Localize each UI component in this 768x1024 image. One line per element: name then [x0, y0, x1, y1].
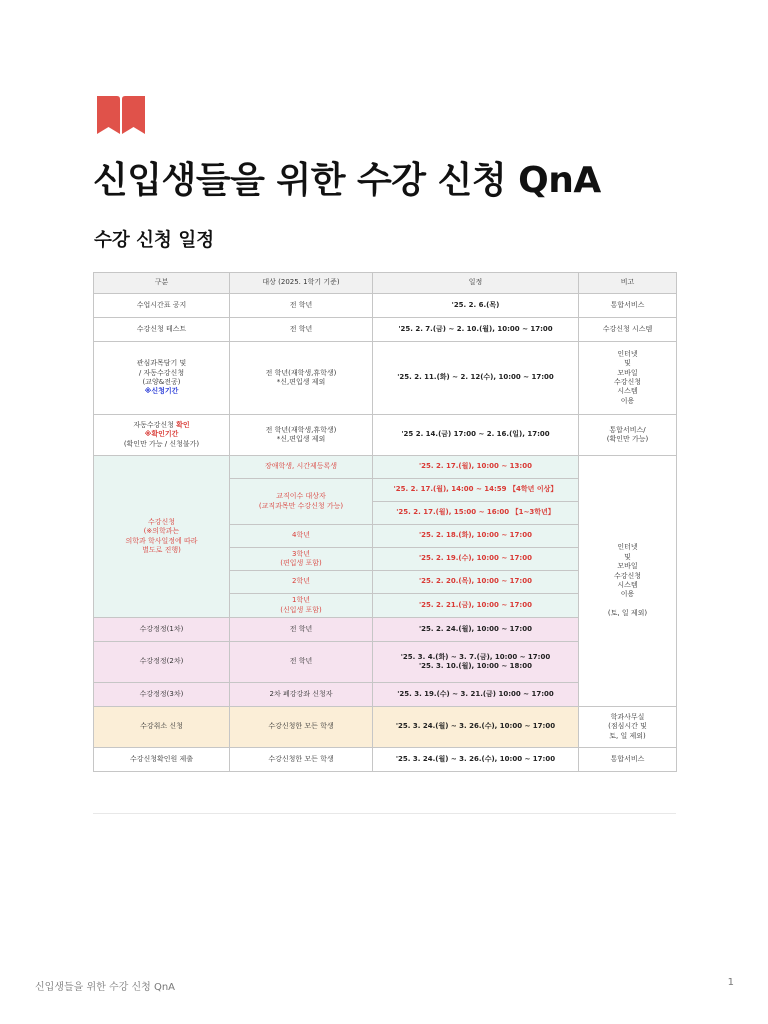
target-cell: 전 학년 — [230, 642, 373, 683]
table-row — [94, 342, 677, 415]
header-note: 비고 — [579, 273, 677, 294]
schedule-cell: '25 2. 14.(금) 17:00 ~ 2. 16.(일), 17:00 — [373, 415, 579, 456]
target-cell — [230, 342, 373, 415]
target-cell — [230, 548, 373, 571]
target-line: *신,편입생 제외 — [276, 435, 326, 443]
target-line: 전 학년(재학생,휴학생) — [265, 425, 337, 434]
table-row — [94, 456, 677, 479]
target-cell: 전 학년 — [230, 618, 373, 642]
section-divider — [93, 813, 676, 814]
category-line: (교양&전공) — [142, 378, 181, 386]
note-line: 이용 — [620, 590, 635, 599]
schedule-cell: '25. 2. 17.(월), 10:00 ~ 13:00 — [373, 456, 579, 479]
note-cell — [579, 415, 677, 456]
target-line: (신입생 포함) — [280, 605, 322, 614]
note-line: 통합서비스/ — [609, 425, 646, 434]
category-cell: 수강정정(2차) — [94, 642, 230, 683]
target-cell: 전 학년 — [230, 318, 373, 342]
category-cell: 수강정정(3차) — [94, 683, 230, 707]
category-line: 의학과 학사일정에 따라 — [125, 536, 198, 545]
target-cell — [230, 415, 373, 456]
note-line: 토, 일 제외) — [609, 731, 646, 740]
note-line: 시스템 — [617, 387, 638, 396]
table-row — [94, 707, 677, 748]
note-cell: 수강신청 시스템 — [579, 318, 677, 342]
category-line: / 자동수강신청 — [138, 368, 185, 377]
category-emphasis: 확인 — [176, 420, 190, 429]
schedule-cell: '25. 2. 18.(화), 10:00 ~ 17:00 — [373, 525, 579, 548]
section-title: 수강 신청 일정 — [94, 230, 215, 251]
confirm-period-flag: ※확인기간 — [144, 430, 179, 439]
table-row — [94, 415, 677, 456]
table-header-row — [94, 273, 677, 294]
schedule-cell: '25. 3. 19.(수) ~ 3. 21.(금) 10:00 ~ 17:00 — [373, 683, 579, 707]
category-cell: 수강취소 신청 — [94, 707, 230, 748]
schedule-table — [93, 272, 677, 772]
schedule-cell: '25. 2. 17.(월), 14:00 ~ 14:59 【4학년 이상】 — [373, 479, 579, 502]
note-line: 시스템 — [617, 581, 638, 589]
footer-title: 신입생들을 위한 수강 신청 QnA — [35, 982, 176, 993]
category-cell: 수업시간표 공지 — [94, 294, 230, 318]
schedule-cell: '25. 2. 24.(월), 10:00 ~ 17:00 — [373, 618, 579, 642]
schedule-line: '25. 3. 10.(월), 10:00 ~ 18:00 — [419, 662, 532, 670]
page-number: 1 — [727, 977, 734, 988]
note-cell — [579, 456, 677, 707]
schedule-line: '25. 3. 4.(화) ~ 3. 7.(금), 10:00 ~ 17:00 — [400, 652, 551, 661]
note-line: 모바일 — [617, 368, 638, 377]
target-line: (편입생 포함) — [280, 559, 322, 567]
note-line: 인터넷 — [617, 543, 638, 552]
target-cell: 2학년 — [230, 571, 373, 594]
category-cell: 수강신청확인원 제출 — [94, 748, 230, 772]
category-line: 수강신청 — [147, 517, 176, 526]
schedule-cell: '25. 2. 7.(금) ~ 2. 10.(월), 10:00 ~ 17:00 — [373, 318, 579, 342]
note-cell: 통합서비스 — [579, 748, 677, 772]
target-cell: 4학년 — [230, 525, 373, 548]
application-period-flag: ※신청기간 — [144, 387, 179, 396]
note-line: 모바일 — [617, 562, 638, 571]
book-icon — [97, 96, 145, 134]
category-cell: 수강신청 테스트 — [94, 318, 230, 342]
note-line: 인터넷 — [617, 349, 638, 358]
target-line: 전 학년(재학생,휴학생) — [265, 368, 337, 377]
note-line: (점심시간 및 — [608, 722, 647, 731]
target-cell: 수강신청한 모든 학생 — [230, 748, 373, 772]
category-cell — [94, 456, 230, 618]
table-row — [94, 748, 677, 772]
header-schedule: 일정 — [373, 273, 579, 294]
header-category: 구분 — [94, 273, 230, 294]
target-line: 3학년 — [292, 549, 310, 558]
page-title: 신입생들을 위한 수강 신청 QnA — [93, 160, 601, 201]
schedule-cell: '25. 2. 21.(금), 10:00 ~ 17:00 — [373, 594, 579, 618]
target-cell: 수강신청한 모든 학생 — [230, 707, 373, 748]
note-line: 학과사무실 — [610, 712, 645, 721]
target-cell — [230, 594, 373, 618]
target-cell: 장애학생, 시간제등록생 — [230, 456, 373, 479]
note-line: 및 — [624, 552, 631, 561]
category-line: 별도로 진행) — [142, 545, 181, 554]
category-line: 관심과목담기 및 — [136, 359, 187, 368]
category-line: (※의학과는 — [143, 527, 180, 536]
category-cell — [94, 342, 230, 415]
note-line: 수강신청 — [613, 378, 642, 386]
note-line: 및 — [624, 359, 631, 368]
note-cell — [579, 342, 677, 415]
target-cell: 전 학년 — [230, 294, 373, 318]
note-line: 이용 — [620, 396, 635, 405]
table-row — [94, 294, 677, 318]
schedule-cell: '25. 2. 11.(화) ~ 2. 12(수), 10:00 ~ 17:00 — [373, 342, 579, 415]
note-line: 수강신청 — [613, 571, 642, 580]
target-line: 교직이수 대상자 — [276, 492, 326, 501]
table-row — [94, 318, 677, 342]
schedule-cell: '25. 2. 17.(월), 15:00 ~ 16:00 【1~3학년】 — [373, 502, 579, 525]
target-line: (교직과목만 수강신청 가능) — [258, 501, 344, 510]
schedule-cell: '25. 2. 6.(목) — [373, 294, 579, 318]
schedule-cell — [373, 642, 579, 683]
category-cell: 수강정정(1차) — [94, 618, 230, 642]
note-cell — [579, 707, 677, 748]
note-line: (확인만 가능) — [606, 435, 649, 443]
category-cell — [94, 415, 230, 456]
header-target: 대상 (2025. 1학기 기준) — [230, 273, 373, 294]
schedule-cell: '25. 3. 24.(월) ~ 3. 26.(수), 10:00 ~ 17:00 — [373, 748, 579, 772]
target-cell — [230, 479, 373, 525]
category-line: 자동수강신청 — [133, 420, 174, 429]
schedule-cell: '25. 3. 24.(월) ~ 3. 26.(수), 10:00 ~ 17:00 — [373, 707, 579, 748]
schedule-cell: '25. 2. 19.(수), 10:00 ~ 17:00 — [373, 548, 579, 571]
target-line: 1학년 — [292, 596, 310, 605]
note-cell: 통합서비스 — [579, 294, 677, 318]
note-line: (토, 일 제외) — [607, 609, 648, 618]
target-cell: 2차 폐강강좌 신청자 — [230, 683, 373, 707]
category-line: (확인만 가능 / 신청불가) — [123, 439, 200, 448]
target-line: *신,편입생 제외 — [276, 378, 326, 386]
schedule-cell: '25. 2. 20.(목), 10:00 ~ 17:00 — [373, 571, 579, 594]
